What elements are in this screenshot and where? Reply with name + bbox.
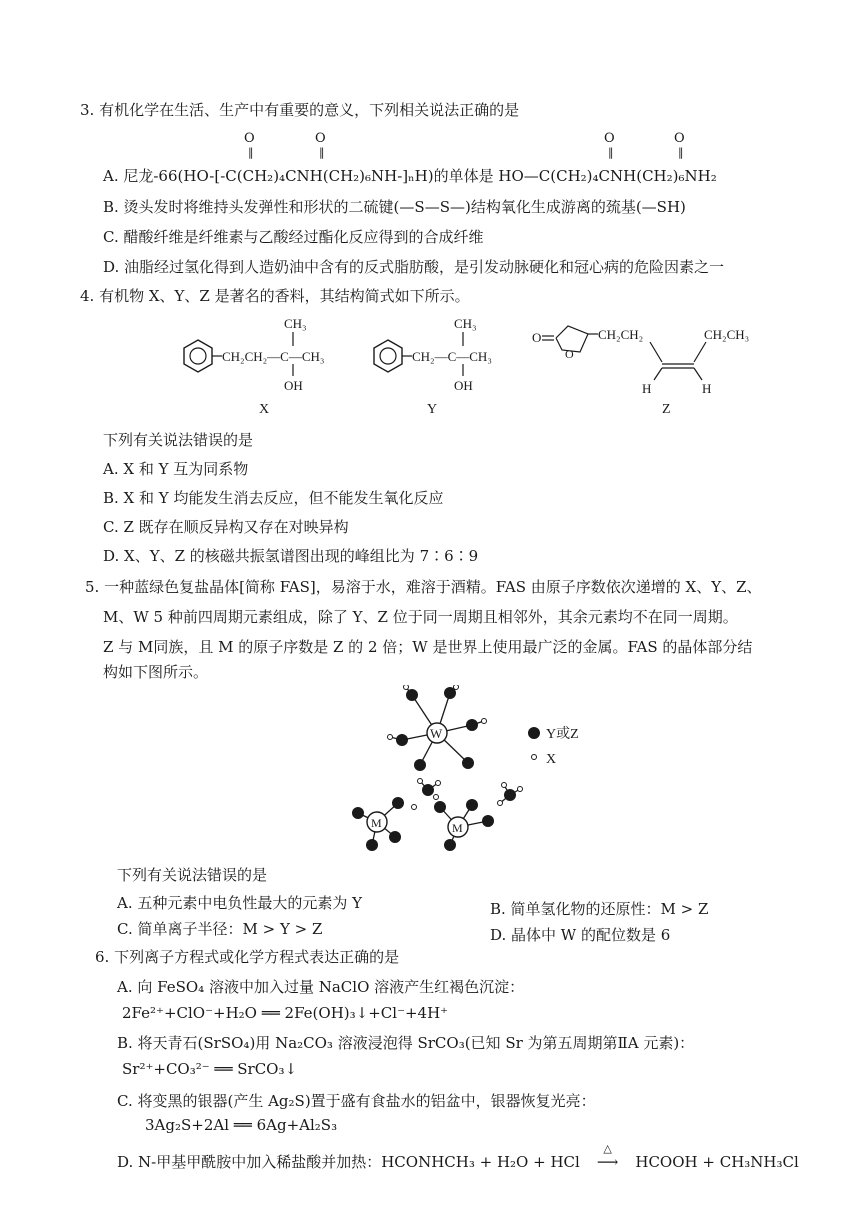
x-label: X bbox=[259, 402, 270, 417]
q3-option-a bbox=[103, 166, 717, 186]
q4-stem: 4. 有机物 X、Y、Z 是著名的香料，其结构简式如下所示。 bbox=[80, 287, 470, 305]
q3-a-formula-right: HO—C(CH₂)₄CNH(CH₂)₆NH₂ bbox=[498, 167, 717, 185]
q5-option-a: A. 五种元素中电负性最大的元素为 Y bbox=[117, 894, 363, 912]
q3-option-c: C. 醋酸纤维是纤维素与乙酸经过酯化反应得到的合成纤维 bbox=[103, 228, 484, 246]
z-structure bbox=[532, 326, 749, 417]
q5-stem-line3: Z 与 M同族，且 M 的原子序数是 Z 的 2 倍；W 是世界上使用最广泛的金属。FAS 的晶体部分结 bbox=[103, 638, 753, 656]
q3-carbonyl-o: O bbox=[315, 131, 326, 146]
x-chain: CH₂CH₂—C—CH₃ bbox=[222, 349, 325, 364]
q6-option-a-equation: 2Fe²⁺+ClO⁻+H₂O ══ 2Fe(OH)₃↓+Cl⁻+4H⁺ bbox=[122, 1004, 449, 1022]
q6-d-arrow: △ ⟶ bbox=[585, 1152, 631, 1172]
y-bottom: OH bbox=[454, 378, 473, 393]
legend-yz-label: Y或Z bbox=[546, 727, 579, 742]
q3-carbonyl-o: O bbox=[244, 131, 255, 146]
q3-a-label: A. 尼龙-66 bbox=[103, 167, 178, 185]
q5-stem-line1: 5. 一种蓝绿色复盐晶体[简称 FAS]，易溶于水，难溶于酒精。FAS 由原子序数依次递增的 X、Y、Z、 bbox=[85, 578, 762, 596]
q3-a-mid: 的单体是 bbox=[433, 167, 494, 185]
q6-option-a: A. 向 FeSO₄ 溶液中加入过量 NaClO 溶液产生红褐色沉淀： bbox=[117, 978, 525, 996]
q4-prompt: 下列有关说法错误的是 bbox=[103, 431, 254, 449]
y-chain: CH₂—C—CH₃ bbox=[412, 349, 492, 364]
q6-option-c-equation: 3Ag₂S+2Al ══ 6Ag+Al₂S₃ bbox=[145, 1116, 338, 1134]
y-top: CH₃ bbox=[454, 316, 477, 331]
x-benzene-ring bbox=[184, 340, 212, 372]
z-ring-o: O bbox=[565, 347, 574, 361]
q6-option-b-equation: Sr²⁺+CO₃²⁻ ══ SrCO₃↓ bbox=[122, 1060, 298, 1078]
q4-option-c: C. Z 既存在顺反异构又存在对映异构 bbox=[103, 518, 349, 536]
atom-m2-label: M bbox=[452, 821, 463, 835]
q3-double-bond: ‖ bbox=[608, 146, 614, 159]
q4-option-d: D. X、Y、Z 的核磁共振氢谱图出现的峰组比为 7∶6∶9 bbox=[103, 547, 479, 565]
q6-option-d bbox=[117, 1142, 799, 1172]
q5-option-c: C. 简单离子半径：M > Y > Z bbox=[117, 920, 323, 938]
q3-double-bond: ‖ bbox=[678, 146, 684, 159]
q4-option-a: A. X 和 Y 互为同系物 bbox=[103, 460, 249, 478]
atom-w-label: W bbox=[430, 726, 443, 741]
q3-carbonyl-o: O bbox=[604, 131, 615, 146]
z-ch2ch3: CH₂CH₃ bbox=[704, 327, 750, 342]
z-label: Z bbox=[662, 402, 671, 417]
q3-carbonyl-o: O bbox=[674, 131, 685, 146]
z-carbonyl-o: O bbox=[532, 330, 542, 345]
q5-prompt: 下列有关说法错误的是 bbox=[117, 866, 268, 884]
q5-stem-line2: M、W 5 种前四周期元素组成，除了 Y、Z 位于同一周期且相邻外，其余元素均不在同一周期。 bbox=[103, 608, 738, 626]
q6-option-c: C. 将变黑的银器(产生 Ag₂S)置于盛有食盐水的铝盆中，银器恢复光亮： bbox=[117, 1092, 596, 1110]
q4-option-b: B. X 和 Y 均能发生消去反应，但不能发生氧化反应 bbox=[103, 489, 444, 507]
q6-d-condition: △ bbox=[603, 1142, 612, 1155]
y-label: Y bbox=[427, 402, 438, 417]
legend-x-label: X bbox=[546, 752, 557, 767]
q3-stem: 3. 有机化学在生活、生产中有重要的意义，下列相关说法正确的是 bbox=[80, 101, 520, 119]
atom-m1-label: M bbox=[371, 816, 382, 830]
z-h-right: H bbox=[702, 381, 712, 396]
q5-crystal-diagram bbox=[340, 685, 620, 855]
q3-option-d: D. 油脂经过氢化得到人造奶油中含有的反式脂肪酸，是引发动脉硬化和冠心病的危险因素之一 bbox=[103, 258, 725, 276]
q4-structures bbox=[160, 310, 800, 422]
z-ch2ch2: CH₂CH₂ bbox=[598, 327, 644, 342]
q5-option-d: D. 晶体中 W 的配位数是 6 bbox=[490, 926, 671, 944]
legend-x-marker bbox=[532, 755, 537, 760]
legend-yz-marker bbox=[528, 727, 540, 739]
x-bottom: OH bbox=[284, 378, 303, 393]
q3-double-bond: ‖ bbox=[319, 146, 325, 159]
x-top: CH₃ bbox=[284, 316, 307, 331]
q6-option-b: B. 将天青石(SrSO₄)用 Na₂CO₃ 溶液浸泡得 SrCO₃(已知 Sr 为第五周期第ⅡA 元素)： bbox=[117, 1034, 695, 1052]
z-h-left: H bbox=[642, 381, 652, 396]
y-structure bbox=[374, 316, 492, 417]
x-ring-circle bbox=[190, 348, 206, 364]
q3-option-b: B. 烫头发时将维持头发弹性和形状的二硫键(—S—S—)结构氧化生成游离的巯基(—SH) bbox=[103, 198, 686, 216]
q6-d-reactants: D. N-甲基甲酰胺中加入稀盐酸并加热：HCONHCH₃ + H₂O + HCl bbox=[117, 1153, 580, 1171]
q5-option-b: B. 简单氢化物的还原性：M > Z bbox=[490, 900, 709, 918]
q6-stem: 6. 下列离子方程式或化学方程式表达正确的是 bbox=[95, 948, 400, 966]
x-structure bbox=[184, 316, 324, 417]
q3-a-formula-left: (HO-[-C(CH₂)₄CNH(CH₂)₆NH-]ₙH) bbox=[177, 167, 434, 185]
q3-double-bond: ‖ bbox=[248, 146, 254, 159]
q6-d-products: HCOOH + CH₃NH₃Cl bbox=[635, 1153, 799, 1171]
y-ring-circle bbox=[380, 348, 396, 364]
q5-stem-line4: 构如下图所示。 bbox=[103, 663, 209, 681]
y-benzene-ring bbox=[374, 340, 402, 372]
